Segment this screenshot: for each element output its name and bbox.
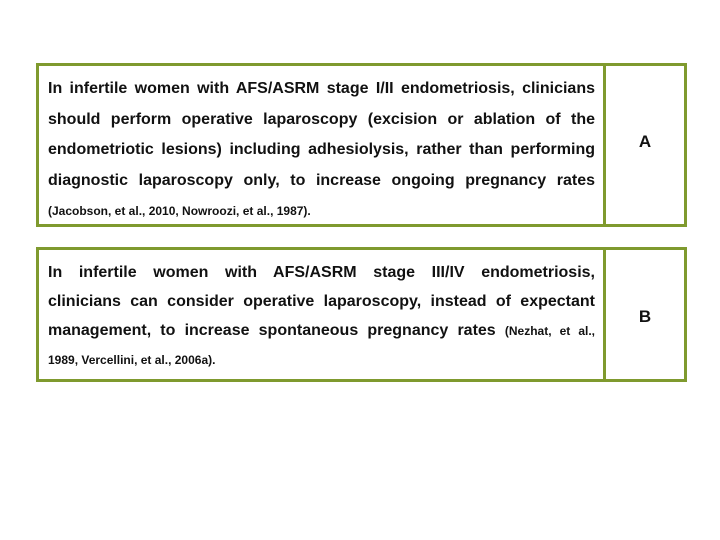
recommendation-line: clinicians can consider operative laparoscopy, instead of expectant [48, 293, 595, 310]
recommendation-reference-start: (Nezhat, et al., [504, 324, 596, 338]
recommendation-text-2 [39, 250, 606, 379]
recommendation-line-text: management, to increase spontaneous pregnancy rates [48, 322, 496, 339]
recommendation-box-2 [36, 247, 687, 382]
recommendation-line: endometriotic lesions) including adhesiolysis, rather than performing [48, 141, 595, 158]
recommendation-line: should perform operative laparoscopy (excision or ablation of the [48, 110, 595, 128]
recommendation-box-1 [36, 63, 687, 227]
recommendation-line-with-reference [48, 316, 595, 346]
recommendation-line: In infertile women with AFS/ASRM stage III/IV endometriosis, [48, 264, 595, 281]
grade-label-1: A [638, 132, 652, 151]
grade-label-2: B [638, 306, 652, 326]
recommendation-line: diagnostic laparoscopy only, to increase ongoing pregnancy rates [48, 171, 595, 189]
recommendation-line: In infertile women with AFS/ASRM stage I/II endometriosis, clinicians [48, 80, 595, 97]
recommendation-reference-end: 1989, Vercellini, et al., 2006a). [48, 353, 216, 367]
recommendation-reference: (Jacobson, et al., 2010, Nowroozi, et al., 1987). [48, 204, 311, 218]
recommendation-text-1 [39, 66, 606, 224]
